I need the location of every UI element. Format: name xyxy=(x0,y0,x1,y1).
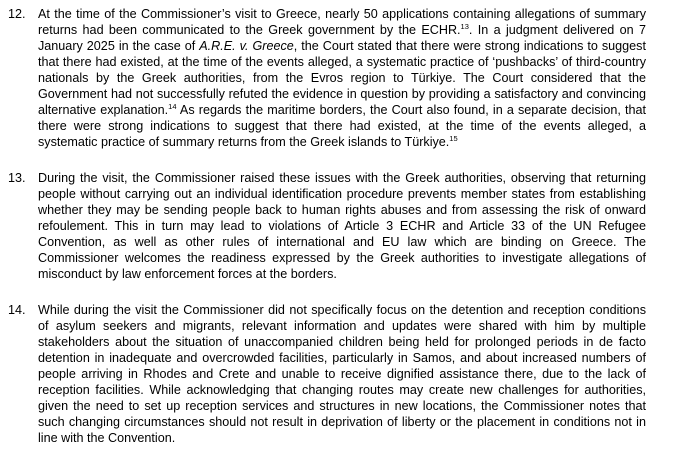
paragraph-13 xyxy=(8,170,646,282)
paragraph-14 xyxy=(8,302,646,446)
paragraph-number: 14. xyxy=(8,303,26,317)
paragraph-text: While during the visit the Commissioner did not specifically focus on the detention and reception conditions of asylum seekers and migrants, relevant information and updates were shared with him by multiple stakeholders about the situation of unaccompanied children being held for prolonged periods in de facto detention in inadequate and overcrowded facilities, particularly in Samos, and about increased numbers of people arriving in Rhodes and Crete and unable to receive dignified assistance there, due to the lack of reception facilities. While acknowledging that changing routes may create new challenges for authorities, given the need to set up reception services and structures in new locations, the Commissioner notes that such changing circumstances should not result in deprivation of liberty or the placement in conditions not in line with the Convention. xyxy=(38,303,646,445)
text-segment: . In a judgment delivered on 7 January 2025 in the case of xyxy=(38,23,646,53)
text-segment: , the Court stated that there were strong indications to suggest that there had existed, at the time of the events alleged, a systematic practice of ‘pushbacks’ of third-country nationals by the Greek authorities, from the Evros region to Türkiye. The Court considered that the Government had not successfully refuted the evidence in question by providing a satisfactory and convincing alternative explanation. xyxy=(38,39,646,117)
paragraph-number: 12. xyxy=(8,7,26,21)
text-segment: As regards the maritime borders, the Court also found, in a separate decision, that there were strong indications to suggest that there had existed, at the time of the events alleged, a systematic practice of summary returns from the Greek islands to Türkiye. xyxy=(38,103,646,149)
footnote-ref-14[interactable]: 14 xyxy=(168,101,177,111)
text-segment: At the time of the Commissioner’s visit to Greece, nearly 50 applications containing allegations of summary returns had been communicated to the Greek government by the ECHR. xyxy=(38,7,646,37)
paragraph-number: 13. xyxy=(8,171,26,185)
footnote-ref-13[interactable]: 13 xyxy=(460,21,469,31)
paragraph-12 xyxy=(8,6,646,150)
case-title: A.R.E. v. Greece xyxy=(199,39,294,53)
paragraph-text: During the visit, the Commissioner raised these issues with the Greek authorities, observing that returning people without carrying out an individual identification procedure prevents member states from establishing whether they may be sending people back to human rights abuses and from assessing the risk of onward refoulement. This in turn may lead to violations of Article 3 ECHR and Article 33 of the UN Refugee Convention, as well as other rules of international and EU law which are binding on Greece. The Commissioner welcomes the readiness expressed by the Greek authorities to investigate allegations of misconduct by law enforcement forces at the borders. xyxy=(38,171,646,281)
paragraph-text xyxy=(38,6,646,150)
footnote-ref-15[interactable]: 15 xyxy=(449,133,458,143)
